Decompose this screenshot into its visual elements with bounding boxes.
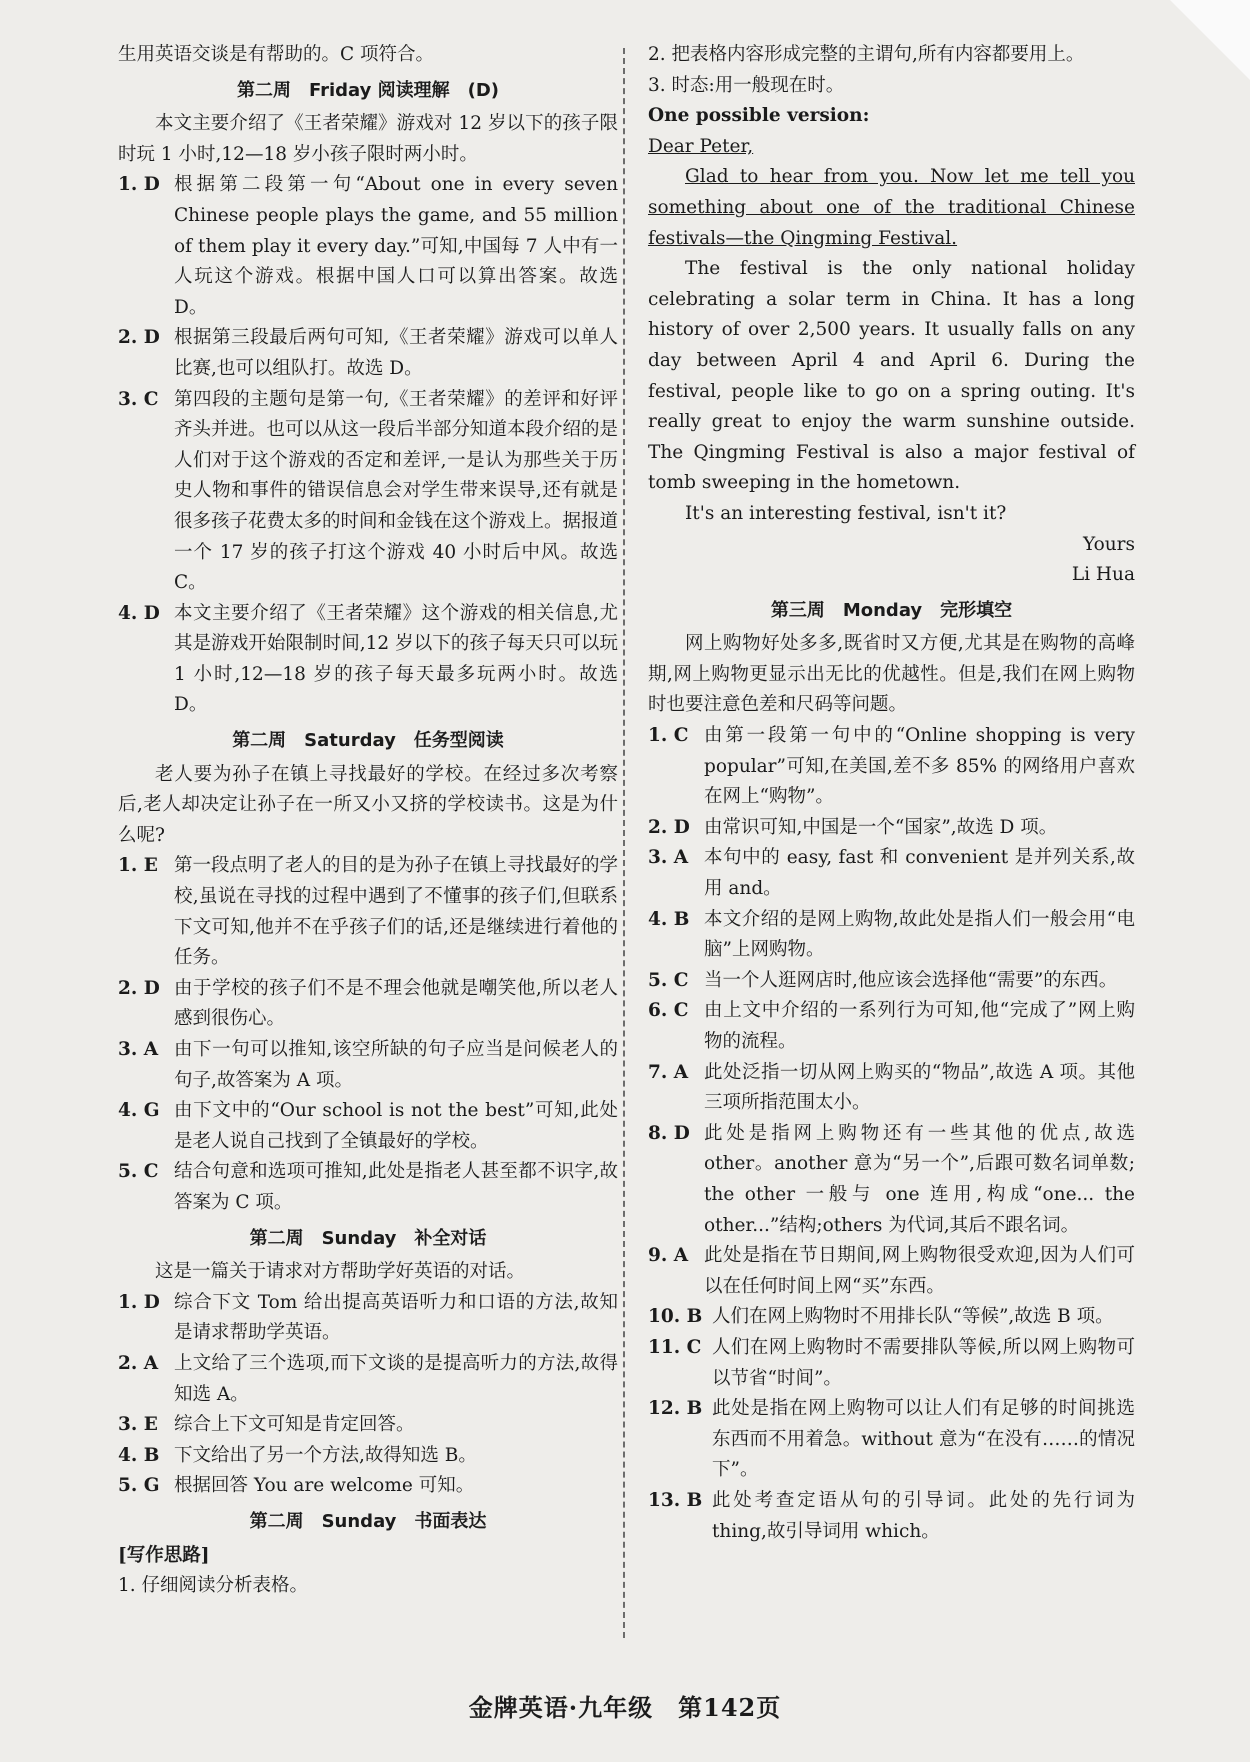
- answer-number: 4. B: [118, 1444, 160, 1466]
- answer-explanation: 根据回答 You are welcome 可知。: [174, 1475, 475, 1497]
- answer-number: 2. D: [118, 977, 160, 999]
- section-summary-friday: 本文主要介绍了《王者荣耀》游戏对 12 岁以下的孩子限时玩 1 小时,12—18 岁小孩子限时两小时。: [118, 113, 618, 165]
- section-heading-friday: 第二周 Friday 阅读理解 (D): [236, 79, 500, 101]
- answer-explanation: 由常识可知,中国是一个“国家”,故选 D 项。: [704, 816, 1058, 838]
- answer-number: 1. C: [648, 725, 689, 747]
- answer-item: [648, 996, 1135, 1057]
- answer-item: [118, 1035, 618, 1096]
- answer-explanation: 当一个人逛网店时,他应该会选择他“需要”的东西。: [704, 969, 1118, 991]
- answer-number: 1. D: [118, 1291, 160, 1313]
- answer-explanation: 此处是指网上购物还有一些其他的优点,故选 other。another 意为“另一个”,后跟可数名词单数; the other 一般与 one 连用,构成“one... the other...”结构;others 为代词,其后不跟名词。: [704, 1122, 1135, 1236]
- answer-explanation: 由下一句可以推知,该空所缺的句子应当是问候老人的句子,故答案为 A 项。: [174, 1039, 618, 1091]
- answer-explanation: 人们在网上购物时不需要排队等候,所以网上购物可以节省“时间”。: [712, 1336, 1135, 1389]
- page-corner-fold: [1170, 0, 1250, 80]
- answer-number: 8. D: [648, 1122, 690, 1144]
- section-summary-sunday-dialogue: 这是一篇关于请求对方帮助学好英语的对话。: [155, 1261, 526, 1283]
- section-heading-sunday-writing: 第二周 Sunday 书面表达: [249, 1510, 487, 1532]
- section-heading-saturday: 第二周 Saturday 任务型阅读: [232, 730, 504, 752]
- answer-explanation: 本句中的 easy, fast 和 convenient 是并列关系,故用 and。: [704, 847, 1135, 900]
- answer-explanation: 下文给出了另一个方法,故得知选 B。: [174, 1444, 477, 1466]
- letter-paragraph-3: It's an interesting festival, isn't it?: [685, 502, 1007, 524]
- answer-explanation: 第一段点明了老人的目的是为孙子在镇上寻找最好的学校,虽说在寻找的过程中遇到了不懂事的孩子们,但联系下文可知,他并不在乎孩子们的话,还是继续进行着他的任务。: [174, 855, 619, 969]
- page-footer: 金牌英语·九年级 第142页: [468, 1693, 782, 1722]
- answer-number: 13. B: [648, 1489, 703, 1511]
- answer-explanation: 根据第二段第一句“About one in every seven Chinese people plays the game, and 55 million of them play it every day.”可知,中国每 7 人中有一人玩这个游戏。根据中国人口可以算出答案。故选 D。: [174, 174, 618, 318]
- answer-number: 3. C: [118, 388, 159, 410]
- answer-item: [118, 1157, 618, 1218]
- answer-item: [648, 1241, 1135, 1302]
- letter-signature: Li Hua: [1071, 564, 1135, 586]
- answer-item: [118, 851, 618, 973]
- answer-number: 11. C: [648, 1336, 702, 1358]
- section-heading-sunday-dialogue: 第二周 Sunday 补全对话: [249, 1227, 487, 1249]
- answer-item: [118, 1288, 618, 1349]
- answer-item: [648, 966, 1135, 997]
- answer-number: 2. A: [118, 1352, 159, 1374]
- answer-explanation: 综合下文 Tom 给出提高英语听力和口语的方法,故知是请求帮助学英语。: [174, 1291, 618, 1344]
- answer-number: 9. A: [648, 1245, 689, 1267]
- answer-explanation: 上文给了三个选项,而下文谈的是提高听力的方法,故得知选 A。: [174, 1352, 618, 1405]
- answer-number: 12. B: [648, 1398, 703, 1420]
- answer-number: 6. C: [648, 1000, 689, 1022]
- answer-explanation: 此处泛指一切从网上购买的“物品”,故选 A 项。其他三项所指范围太小。: [704, 1061, 1135, 1114]
- answer-explanation: 第四段的主题句是第一句,《王者荣耀》的差评和好评齐头并进。也可以从这一段后半部分知道本段介绍的是人们对于这个游戏的否定和差评,一是认为那些关于历史人物和事件的错误信息会对学生带来误导,还有就是很多孩子花费太多的时间和金钱在这个游戏上。据报道一个 17 岁的孩子打这个游戏 40 小时后中风。故选 C。: [174, 388, 619, 594]
- answer-number: 4. D: [118, 602, 160, 624]
- answer-explanation: 本文介绍的是网上购物,故此处是指人们一般会用“电脑”上网购物。: [704, 908, 1135, 961]
- answer-item: [118, 1471, 618, 1502]
- answer-item: [118, 1096, 618, 1157]
- answer-number: 3. E: [118, 1414, 158, 1436]
- answer-item: [648, 1302, 1135, 1333]
- left-column: [118, 40, 618, 1602]
- letter-paragraph-2: The festival is the only national holiday celebrating a solar term in China. It has a long history of over 2,500 years. It usually falls on any day between April 4 and April 6. During the festival, people like to go on a spring outing. It's really great to enjoy the warm sunshine outside. The Qingming Festival is also a major festival of tomb sweeping in the hometown.: [648, 258, 1135, 494]
- answer-explanation: 由于学校的孩子们不是不理会他就是嘲笑他,所以老人感到很伤心。: [174, 977, 618, 1030]
- answer-item: [118, 974, 618, 1035]
- answer-number: 4. B: [648, 908, 690, 930]
- letter-paragraph-1: Glad to hear from you. Now let me tell you something about one of the traditional Chinese festivals—the Qingming Festival.: [648, 166, 1135, 249]
- letter-salutation: Dear Peter,: [648, 135, 754, 157]
- answer-number: 1. E: [118, 855, 158, 877]
- answer-explanation: 由第一段第一句中的“Online shopping is very popular”可知,在美国,差不多 85% 的网络用户喜欢在网上“购物”。: [704, 725, 1135, 808]
- answer-item: [118, 170, 618, 323]
- answer-list-saturday: [118, 851, 618, 1218]
- answer-item: [648, 1119, 1135, 1241]
- section-heading-monday: 第三周 Monday 完形填空: [770, 599, 1013, 621]
- answer-explanation: 此处考查定语从句的引导词。此处的先行词为 thing,故引导词用 which。: [712, 1489, 1135, 1542]
- writing-tip-3: 3. 时态:用一般现在时。: [648, 74, 845, 96]
- answer-item: [118, 1349, 618, 1410]
- answer-number: 3. A: [648, 847, 689, 869]
- answer-item: [648, 721, 1135, 813]
- answer-item: [118, 1441, 618, 1472]
- answer-item: [118, 1410, 618, 1441]
- answer-item: [648, 813, 1135, 844]
- right-column: [648, 40, 1135, 1547]
- answer-explanation: 本文主要介绍了《王者荣耀》这个游戏的相关信息,尤其是游戏开始限制时间,12 岁以下的孩子每天只可以玩 1 小时,12—18 岁的孩子每天最多玩两小时。故选 D。: [174, 602, 618, 716]
- answer-number: 5. C: [648, 969, 689, 991]
- writing-tip-2: 2. 把表格内容形成完整的主谓句,所有内容都要用上。: [648, 44, 1085, 65]
- section-summary-saturday: 老人要为孙子在镇上寻找最好的学校。在经过多次考察后,老人却决定让孙子在一所又小又挤的学校读书。这是为什么呢?: [118, 763, 618, 846]
- answer-explanation: 此处是指在网上购物可以让人们有足够的时间挑选东西而不用着急。without 意为“在没有……的情况下”。: [712, 1398, 1135, 1481]
- answer-number: 2. D: [648, 816, 690, 838]
- answer-explanation: 根据第三段最后两句可知,《王者荣耀》游戏可以单人比赛,也可以组队打。故选 D。: [174, 327, 618, 379]
- writing-tips-label: [写作思路]: [118, 1544, 210, 1566]
- section-summary-monday: 网上购物好处多多,既省时又方便,尤其是在购物的高峰期,网上购物更显示出无比的优越性。但是,我们在网上购物时也要注意色差和尺码等问题。: [648, 633, 1135, 716]
- answer-explanation: 此处是指在节日期间,网上购物很受欢迎,因为人们可以在任何时间上网“买”东西。: [704, 1245, 1135, 1297]
- column-divider: [623, 48, 625, 1638]
- model-essay-label: One possible version:: [648, 105, 870, 127]
- answer-item: [648, 1486, 1135, 1547]
- answer-list-friday: [118, 170, 618, 721]
- answer-explanation: 综合上下文可知是肯定回答。: [174, 1414, 415, 1436]
- letter-closing: Yours: [1083, 533, 1135, 555]
- answer-item: [648, 1394, 1135, 1486]
- answer-item: [648, 1058, 1135, 1119]
- answer-number: 5. G: [118, 1475, 160, 1497]
- answer-item: [118, 323, 618, 384]
- answer-list-monday: [648, 721, 1135, 1547]
- answer-item: [648, 843, 1135, 904]
- answer-number: 5. C: [118, 1161, 159, 1183]
- writing-tip-1: 1. 仔细阅读分析表格。: [118, 1575, 309, 1597]
- answer-explanation: 由上文中介绍的一系列行为可知,他“完成了”网上购物的流程。: [704, 1000, 1135, 1052]
- answer-item: [648, 1333, 1135, 1394]
- answer-explanation: 结合句意和选项可推知,此处是指老人甚至都不识字,故答案为 C 项。: [174, 1161, 618, 1213]
- answer-explanation: 人们在网上购物时不用排长队“等候”,故选 B 项。: [712, 1306, 1114, 1328]
- answer-number: 1. D: [118, 174, 160, 196]
- answer-number: 4. G: [118, 1100, 160, 1122]
- answer-explanation: 由下文中的“Our school is not the best”可知,此处是老人说自己找到了全镇最好的学校。: [174, 1100, 618, 1152]
- answer-list-sunday-dialogue: [118, 1288, 618, 1502]
- answer-number: 2. D: [118, 327, 160, 349]
- answer-item: [648, 905, 1135, 966]
- intro-text: 生用英语交谈是有帮助的。C 项符合。: [118, 44, 435, 65]
- answer-number: 10. B: [648, 1306, 703, 1328]
- answer-number: 3. A: [118, 1039, 159, 1060]
- answer-number: 7. A: [648, 1061, 689, 1083]
- answer-item: [118, 385, 618, 599]
- answer-item: [118, 599, 618, 721]
